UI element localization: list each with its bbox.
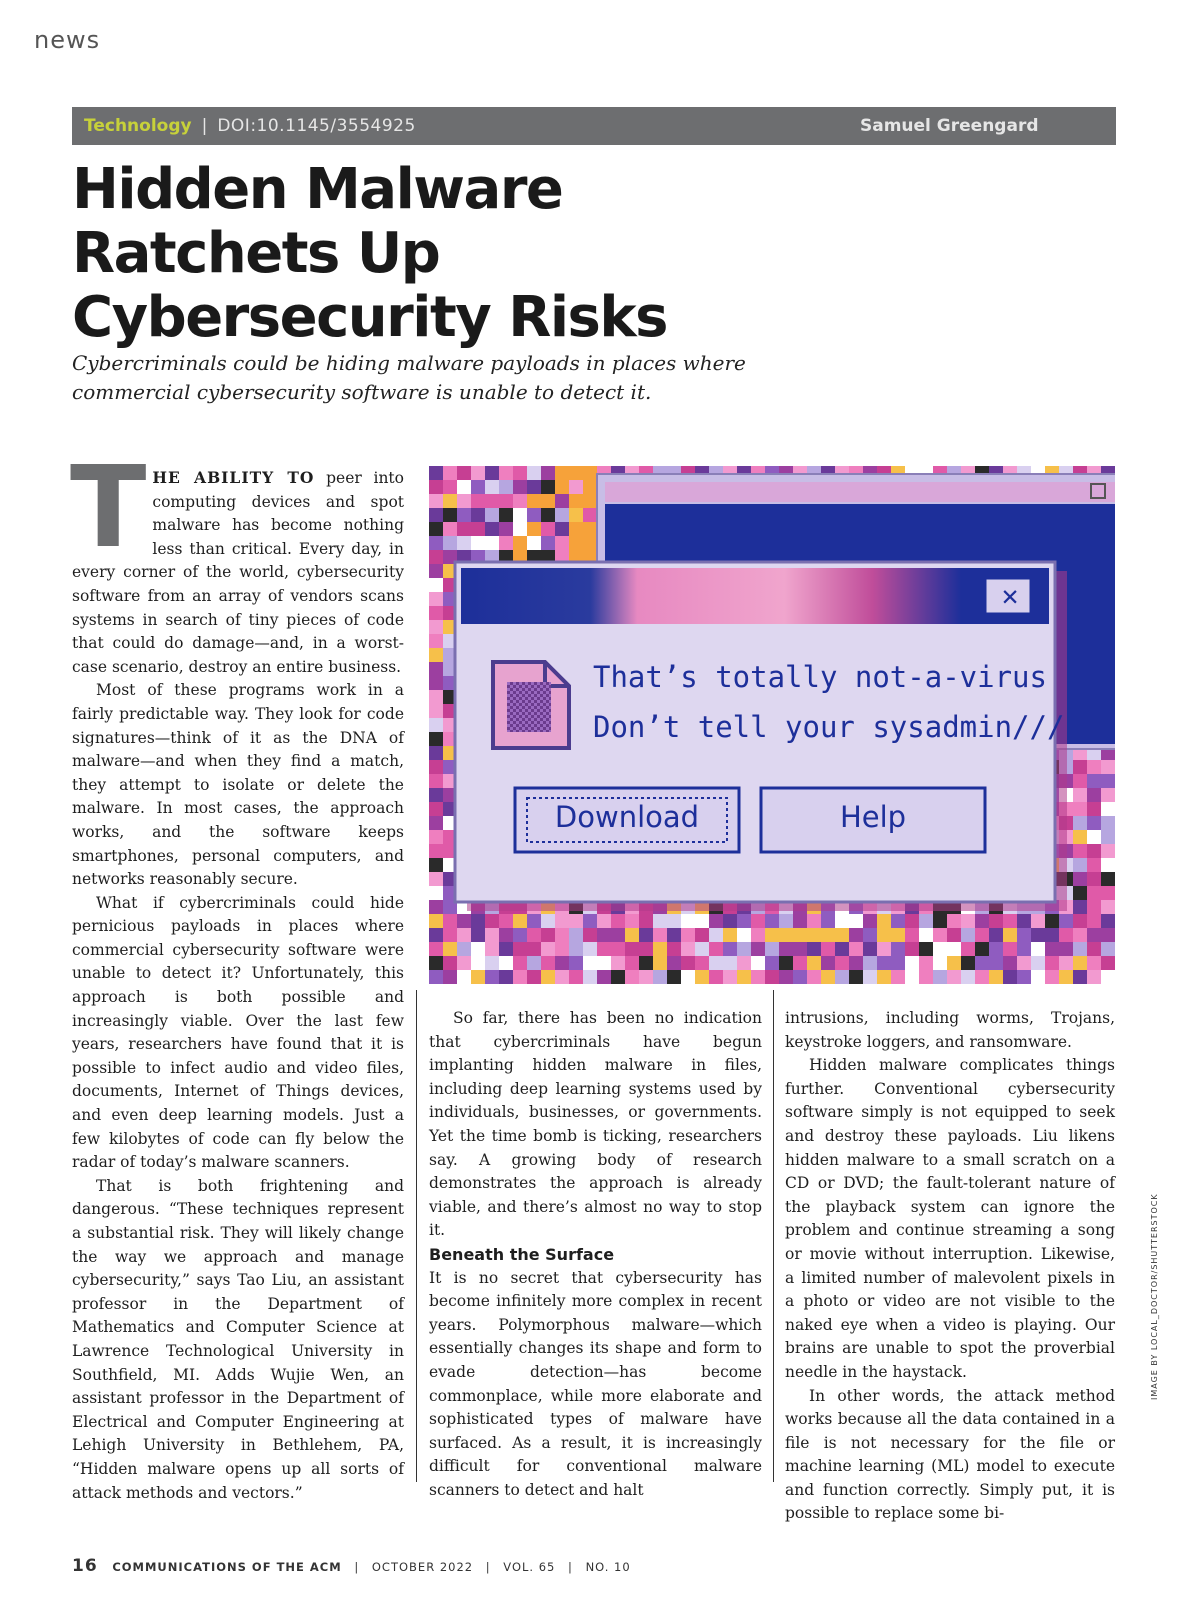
category-label: Technology [84, 116, 192, 136]
footer-sep: | [568, 1560, 573, 1574]
paragraph: Hidden malware complicates things further. Conventional cybersecurity software simply is not equipped to seek and destroy these payloads. Liu likens hidden malware to a small scratch on a CD or DVD; the fault-tolerant nature of the playback system can ignore the problem and continue streaming a song or movie without interruption. Likewise, a limited number of malevolent pixels in a photo or video are not visible to the naked eye when a video is playing. Our brains are unable to spot the proverbial needle in the haystack. [785, 1056, 1115, 1381]
issue-number: NO. 10 [585, 1560, 631, 1574]
footer-sep: | [354, 1560, 360, 1574]
paragraph: Most of these programs work in a fairly predictable way. They look for code signatures—think of it as the DNA of malware—and when they find a match, they attempt to isolate or delete the malware. In most cases, the approach works, and the software keeps smartphones, personal computers, and networks reasonably secure. [72, 681, 404, 889]
headline-line: Ratchets Up [72, 221, 440, 286]
paragraph: That is both frightening and dangerous. “These techniques represent a substantial risk. They will likely change the way we approach and manage cybersecurity,” says Tao Liu, an assistant professor in the Department of Mathematics and Computer Science at Lawrence Technological University in Southfield, MI. Adds Wujie Wen, an assistant professor in the Department of Electrical and Computer Engineering at Lehigh University in Bethlehem, PA, “Hidden malware opens up all sorts of attack methods and vectors.” [72, 1176, 404, 1502]
page-footer [72, 1556, 631, 1576]
dialog-download-button-label: Download [554, 800, 700, 834]
drop-cap: T [70, 443, 147, 573]
doi-label: DOI:10.1145/3554925 [217, 116, 416, 136]
dialog-message-line-1: That’s totally not-a-virus [593, 660, 1047, 694]
volume: VOL. 65 [503, 1560, 556, 1574]
headline-line: Cybersecurity Risks [72, 285, 667, 350]
article-header-bar [72, 107, 1116, 145]
headline [72, 158, 872, 350]
dialog-close-icon: ✕ [1001, 579, 1019, 612]
paragraph: So far, there has been no indication that cybercriminals have begun implanting hidden malware in files, including deep learning systems used by individuals, businesses, or governments. Yet the time bomb is ticking, researchers say. A growing body of research demonstrates the approach is already viable, and there’s almost no way to stop it. [429, 1009, 762, 1240]
image-credit: IMAGE BY LOCAL_DOCTOR/SHUTTERSTOCK [1150, 1193, 1159, 1400]
subhead: Beneath the Surface [429, 1244, 615, 1264]
dialog-help-button-label: Help [839, 800, 907, 834]
illustration [429, 466, 1115, 984]
paragraph: intrusions, including worms, Trojans, keystroke loggers, and ransomware. [785, 1009, 1115, 1051]
article-column-1 [70, 443, 404, 1505]
headline-line: Hidden Malware [72, 157, 563, 222]
article-column-2 [429, 1007, 762, 1502]
paragraph: What if cybercriminals could hide pernicious payloads in places where commercial cybersecurity software were unable to detect it? Unfortunately, this approach is both possible and increasingly viable. Over the last few years, researchers have found that it is possible to infect audio and video files, documents, Internet of Things devices, and even deep learning models. Just a few kilobytes of code can fly below the radar of today’s malware scanners. [72, 893, 404, 1172]
column-rule [773, 990, 774, 1482]
page-number: 16 [72, 1556, 98, 1576]
dialog-message-line-2: Don’t tell your sysadmin/// [593, 710, 1065, 744]
paragraph-text: peer into computing devices and spot malware has become nothing less than critical. Every day, in every corner of the world, cybersecurity software from an array of vendors scans systems in search of tiny pieces of code that could do damage—and, in a worst-case scenario, destroy an entire business. [72, 469, 404, 676]
separator: | [201, 116, 208, 136]
paragraph: It is no secret that cybersecurity has become infinitely more complex in recent years. Polymorphous malware—which essentially changes its shape and form to evade detection—has become commonplace, while more elaborate and sophisticated types of malware have surfaced. As a result, it is increasingly difficult for conventional malware scanners to detect and halt [429, 1268, 762, 1499]
footer-sep: | [485, 1560, 491, 1574]
paragraph: In other words, the attack method works because all the data contained in a file is not necessary for the file or machine learning (ML) model to execute and function correctly. Simply put, it is possible to replace some bi- [785, 1386, 1115, 1523]
deck: Cybercriminals could be hiding malware payloads in places where commercial cybersecurity software is unable to detect it. [72, 351, 746, 404]
section-label: news [34, 26, 101, 54]
issue-date: OCTOBER 2022 [371, 1560, 474, 1574]
lead-in: HE ABILITY TO [152, 468, 315, 487]
article-column-3 [785, 1007, 1115, 1526]
publication-name: COMMUNICATIONS OF THE ACM [112, 1560, 342, 1574]
paragraph [70, 443, 404, 679]
column-rule [416, 990, 417, 1482]
author-name: Samuel Greengard [860, 116, 1039, 136]
